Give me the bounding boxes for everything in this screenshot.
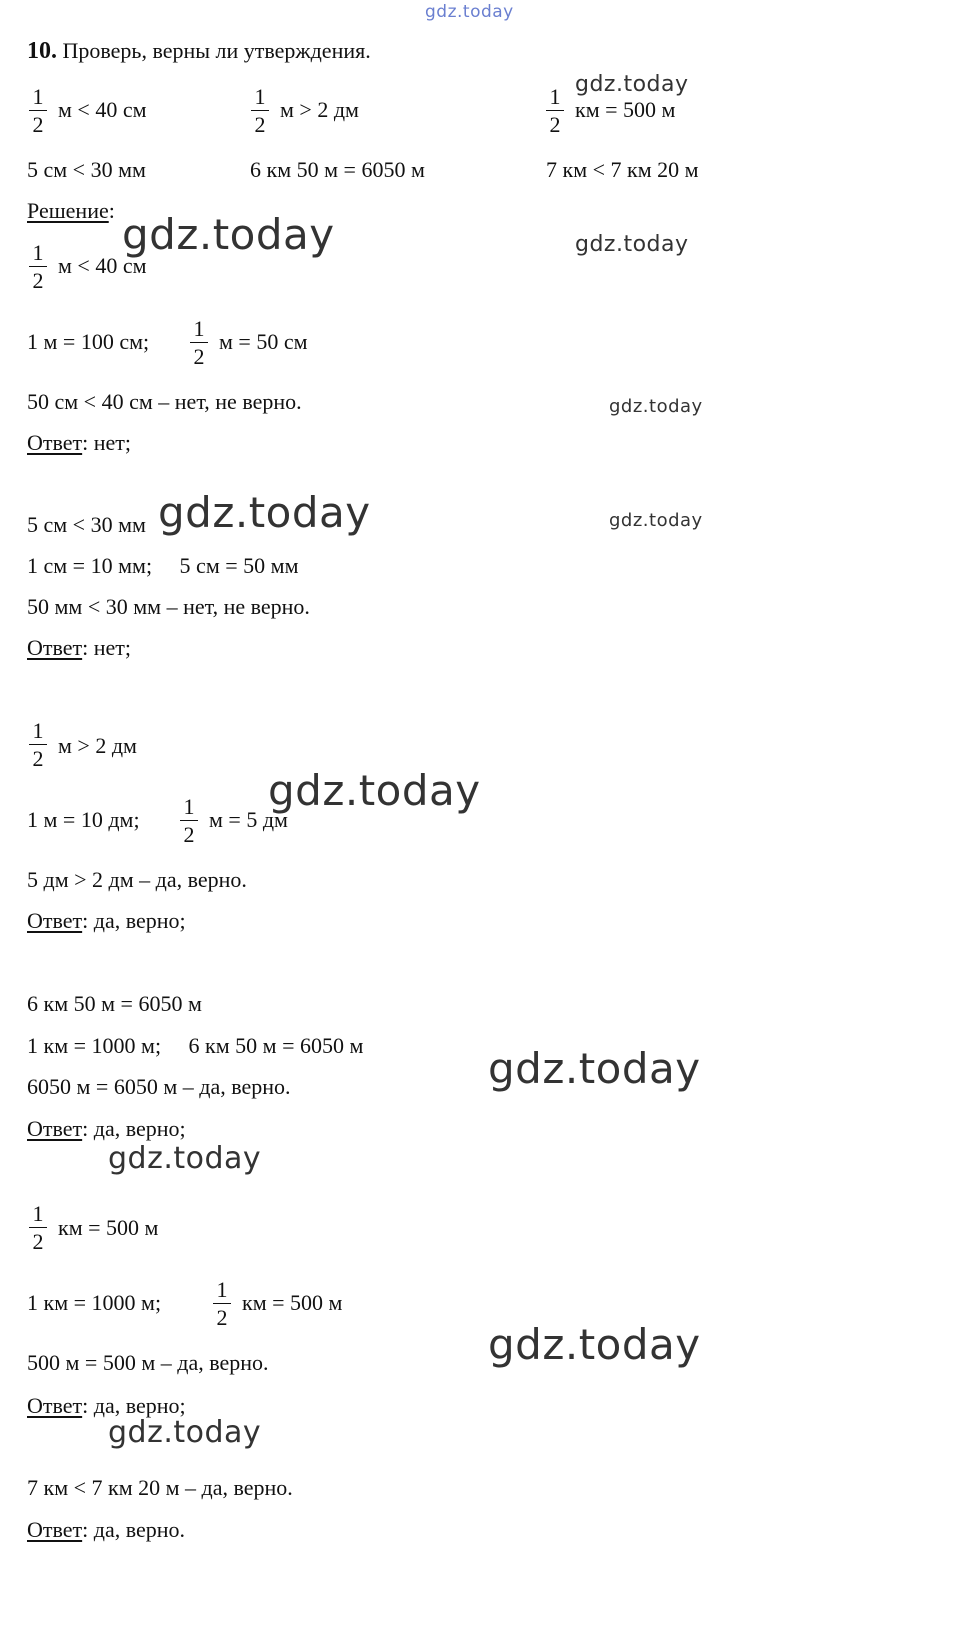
solution-line: 50 см < 40 см – нет, не верно. [27, 389, 302, 414]
task-header [27, 38, 371, 64]
solution-label: Решение: [27, 198, 115, 223]
answer-line: Ответ: нет; [27, 430, 132, 455]
answer-line: Ответ: да, верно; [27, 1393, 186, 1418]
solution-line: 1 км = 1000 м; 6 км 50 м = 6050 м [27, 1033, 364, 1058]
block-heading: 6 км 50 м = 6050 м [27, 991, 202, 1016]
solution-line: м = 50 см [219, 329, 308, 354]
solution-line: 1 км = 1000 м; [27, 1290, 162, 1315]
statement: м > 2 дм [280, 97, 359, 122]
solution-line: км = 500 м [242, 1290, 343, 1315]
solution-line: 1 см = 10 мм; 5 см = 50 мм [27, 553, 299, 578]
answer-line: Ответ: да, верно. [27, 1517, 186, 1542]
block-heading: км = 500 м [58, 1215, 159, 1240]
watermark: gdz.today [609, 396, 703, 417]
fraction: 1 2 [251, 86, 269, 136]
watermark: gdz.today [108, 1141, 262, 1176]
statement: 6 км 50 м = 6050 м [250, 157, 425, 182]
answer-line: Ответ: нет; [27, 635, 132, 660]
solution-line: 1 м = 100 см; [27, 329, 150, 354]
fraction: 1 2 [190, 318, 208, 368]
watermark: gdz.today [575, 232, 689, 257]
task-text: Проверь, верны ли утверждения. [62, 38, 371, 63]
watermark: gdz.today [488, 1320, 701, 1369]
watermark: gdz.today [268, 766, 481, 815]
statement: 7 км < 7 км 20 м [546, 157, 699, 182]
watermark: gdz.today [122, 210, 335, 259]
watermark: gdz.today [158, 488, 371, 537]
solution-line: 50 мм < 30 мм – нет, не верно. [27, 594, 310, 619]
fraction: 1 2 [213, 1279, 231, 1329]
block-heading: м > 2 дм [58, 733, 137, 758]
watermark: gdz.today [609, 510, 703, 531]
fraction: 1 2 [29, 242, 47, 292]
statement: м < 40 см [58, 97, 147, 122]
fraction: 1 2 [29, 720, 47, 770]
statement: км = 500 м [575, 97, 676, 122]
solution-line: 5 дм > 2 дм – да, верно. [27, 867, 247, 892]
statement: 5 см < 30 мм [27, 157, 146, 182]
fraction: 1 2 [546, 86, 564, 136]
answer-line: Ответ: да, верно; [27, 908, 186, 933]
watermark-top: gdz.today [425, 2, 514, 22]
watermark: gdz.today [488, 1044, 701, 1093]
fraction: 1 2 [180, 796, 198, 846]
solution-line: 6050 м = 6050 м – да, верно. [27, 1074, 291, 1099]
watermark: gdz.today [575, 72, 689, 97]
fraction: 1 2 [29, 1203, 47, 1253]
solution-line: 1 м = 10 дм; [27, 807, 140, 832]
block-heading: 5 см < 30 мм [27, 512, 146, 537]
fraction: 1 2 [29, 86, 47, 136]
watermark: gdz.today [108, 1415, 262, 1450]
block-heading: 7 км < 7 км 20 м – да, верно. [27, 1475, 293, 1500]
task-number: 10. [27, 38, 57, 64]
solution-line: 500 м = 500 м – да, верно. [27, 1350, 269, 1375]
block-heading: м < 40 см [58, 253, 147, 278]
answer-line: Ответ: да, верно; [27, 1116, 186, 1141]
solution-line: м = 5 дм [209, 807, 288, 832]
